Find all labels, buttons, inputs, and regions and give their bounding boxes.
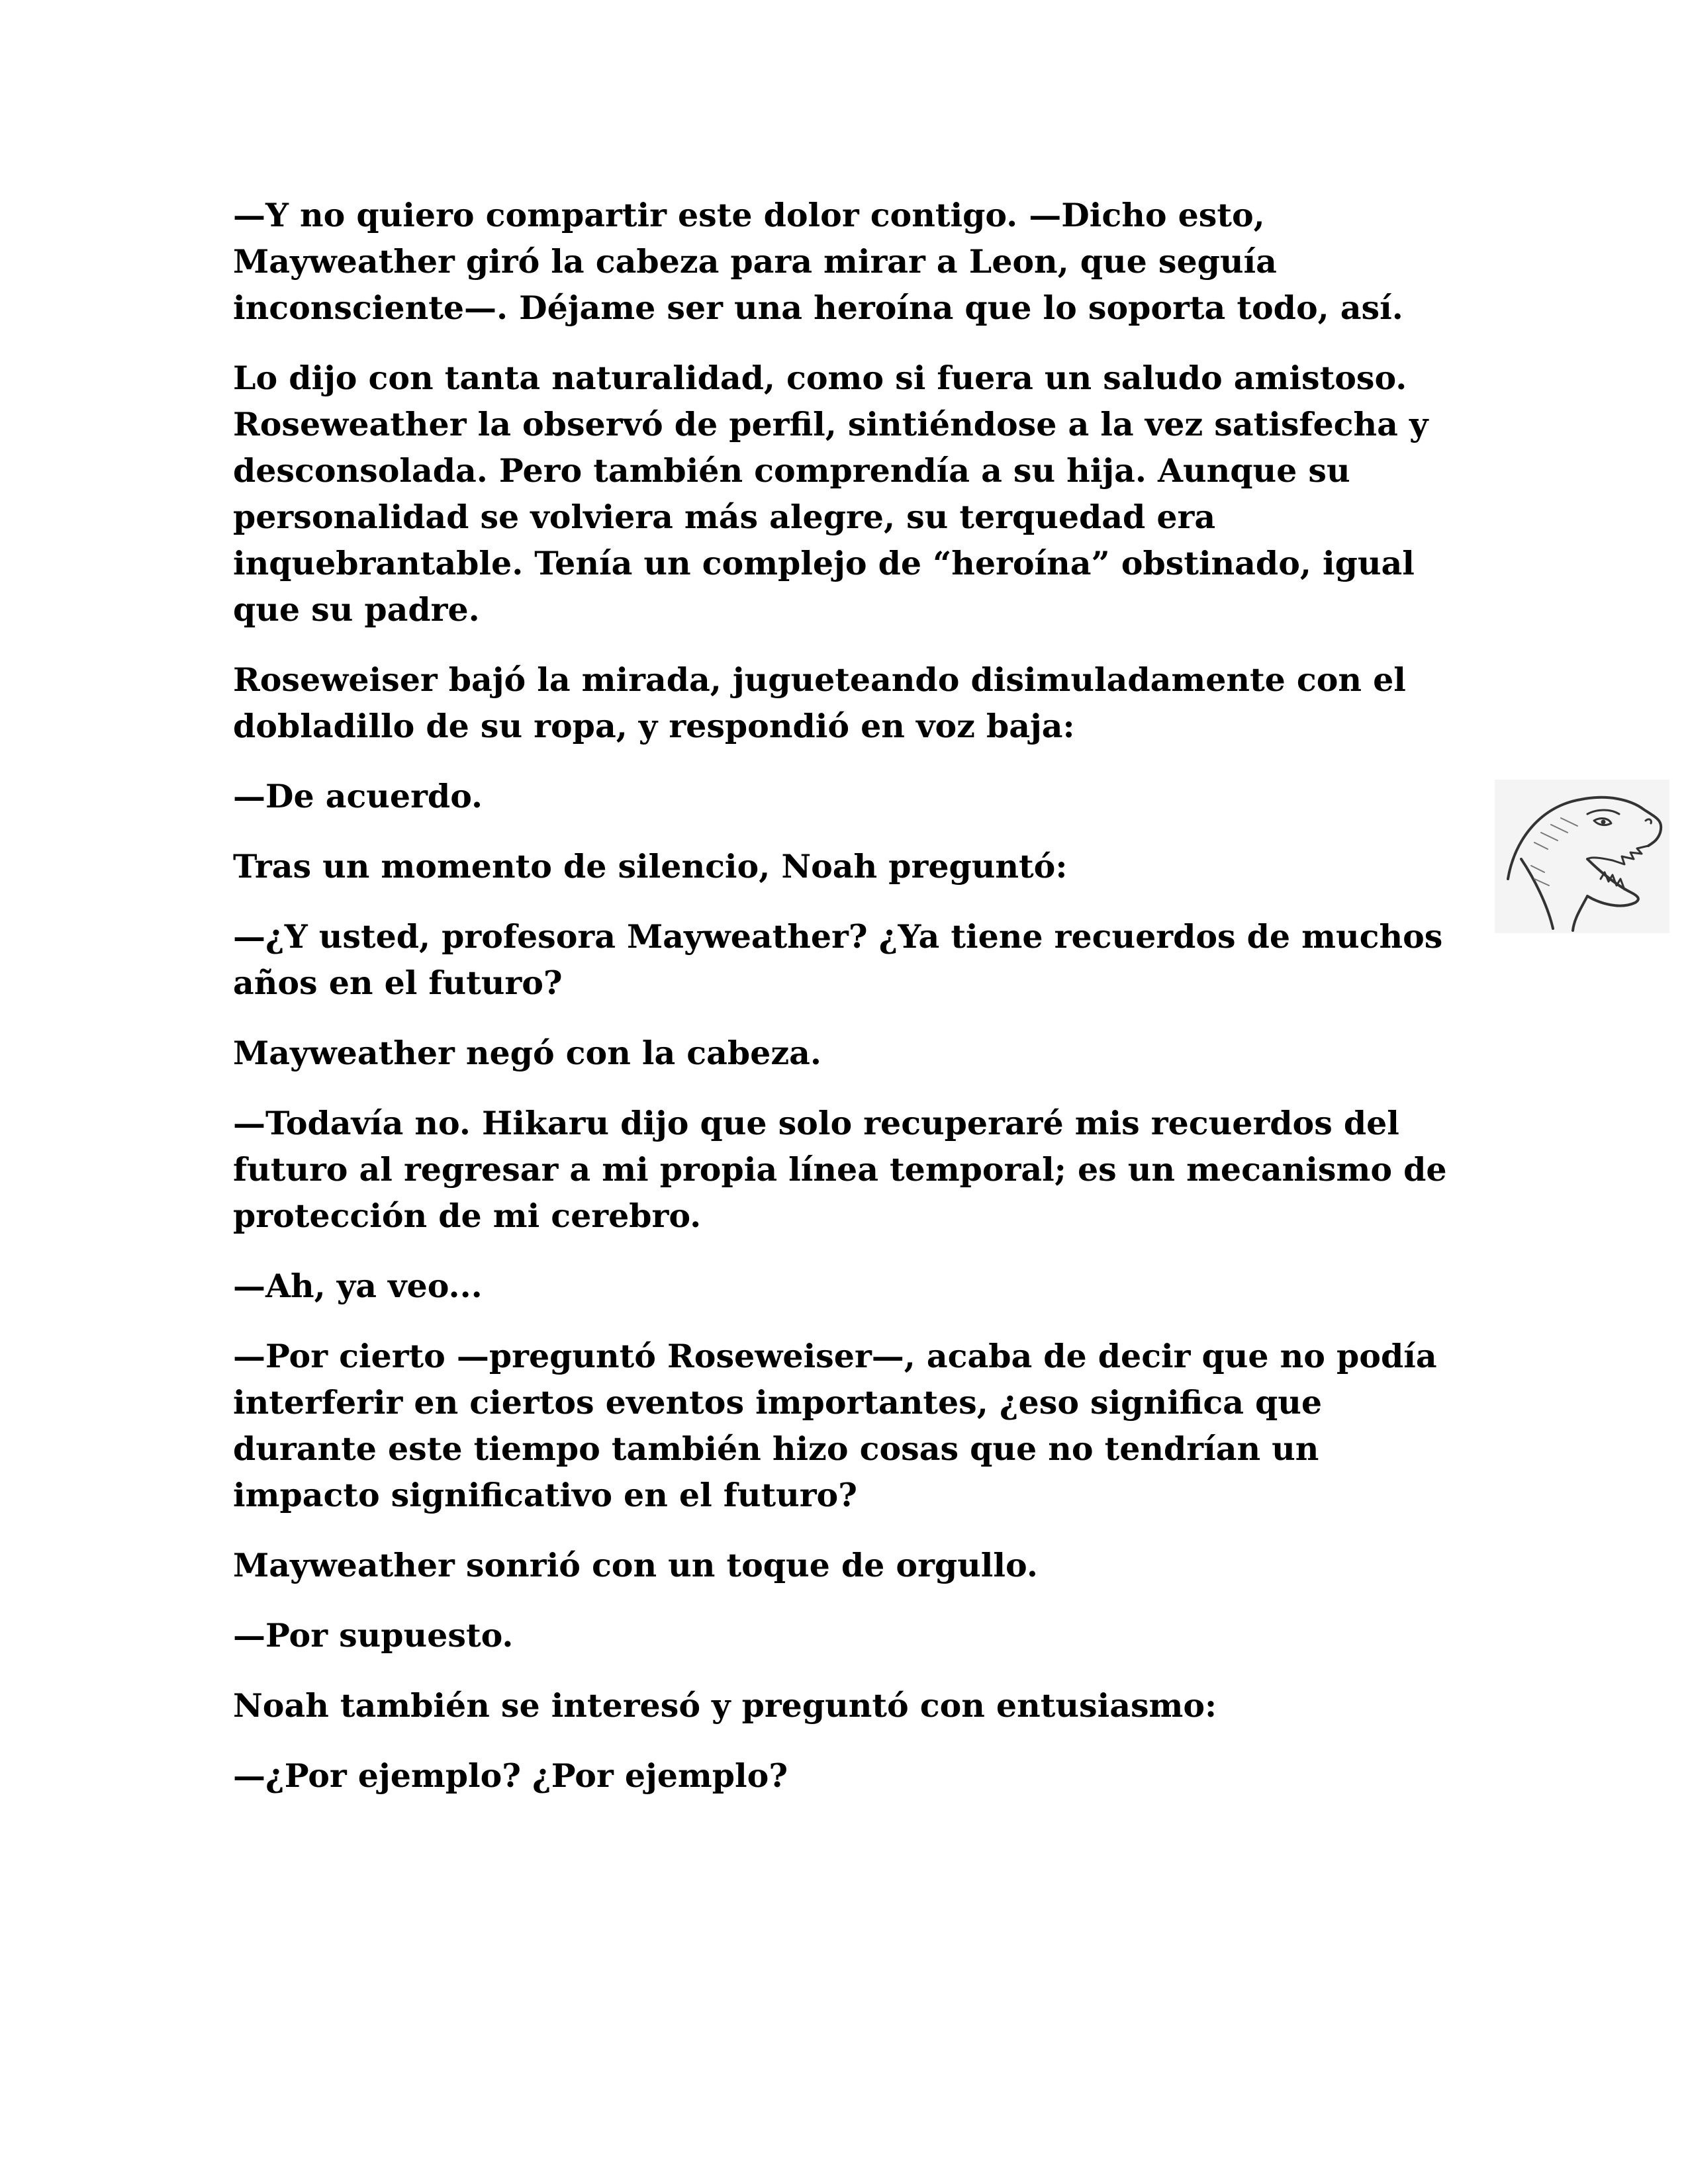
paragraph: Tras un momento de silencio, Noah preguntó: [233, 847, 1068, 886]
paragraph: Lo dijo con tanta naturalidad, como si fuera un saludo amistoso. Roseweather la observó de perfil, sintiéndose a la vez satisfecha y desconsolada. Pero también comprendía a su hija. Aunque su personalidad se volviera más alegre, su terquedad era inquebrantable. Tenía un complejo de “heroína” obstinado, igual que su padre. [233, 359, 1429, 629]
text-body [233, 192, 1464, 1823]
paragraph: Roseweiser bajó la mirada, jugueteando disimuladamente con el dobladillo de su ropa, y respondió en voz baja: [233, 660, 1406, 745]
paragraph: Mayweather negó con la cabeza. [233, 1034, 821, 1072]
paragraph: —¿Por ejemplo? ¿Por ejemplo? [233, 1756, 788, 1795]
paragraph: —De acuerdo. [233, 777, 483, 815]
dinosaur-head-sketch-icon [1495, 780, 1669, 933]
paragraph: —Y no quiero compartir este dolor contigo. —Dicho esto, Mayweather giró la cabeza para mirar a Leon, que seguía inconsciente—. Déjame ser una heroína que lo soporta todo, así. [233, 196, 1403, 327]
paragraph: —Por cierto —preguntó Roseweiser—, acaba de decir que no podía interferir en ciertos eventos importantes, ¿eso significa que durante este tiempo también hizo cosas que no tendrían un impacto significativo en el futuro? [233, 1337, 1437, 1514]
paragraph: Noah también se interesó y preguntó con entusiasmo: [233, 1686, 1217, 1725]
paragraph: —Por supuesto. [233, 1616, 514, 1655]
paragraph: —Todavía no. Hikaru dijo que solo recuperaré mis recuerdos del futuro al regresar a mi propia línea temporal; es un mecanismo de protección de mi cerebro. [233, 1104, 1447, 1235]
paragraph: —¿Y usted, profesora Mayweather? ¿Ya tiene recuerdos de muchos años en el futuro? [233, 917, 1443, 1002]
paragraph: Mayweather sonrió con un toque de orgullo. [233, 1546, 1038, 1584]
paragraph: —Ah, ya veo... [233, 1267, 483, 1305]
